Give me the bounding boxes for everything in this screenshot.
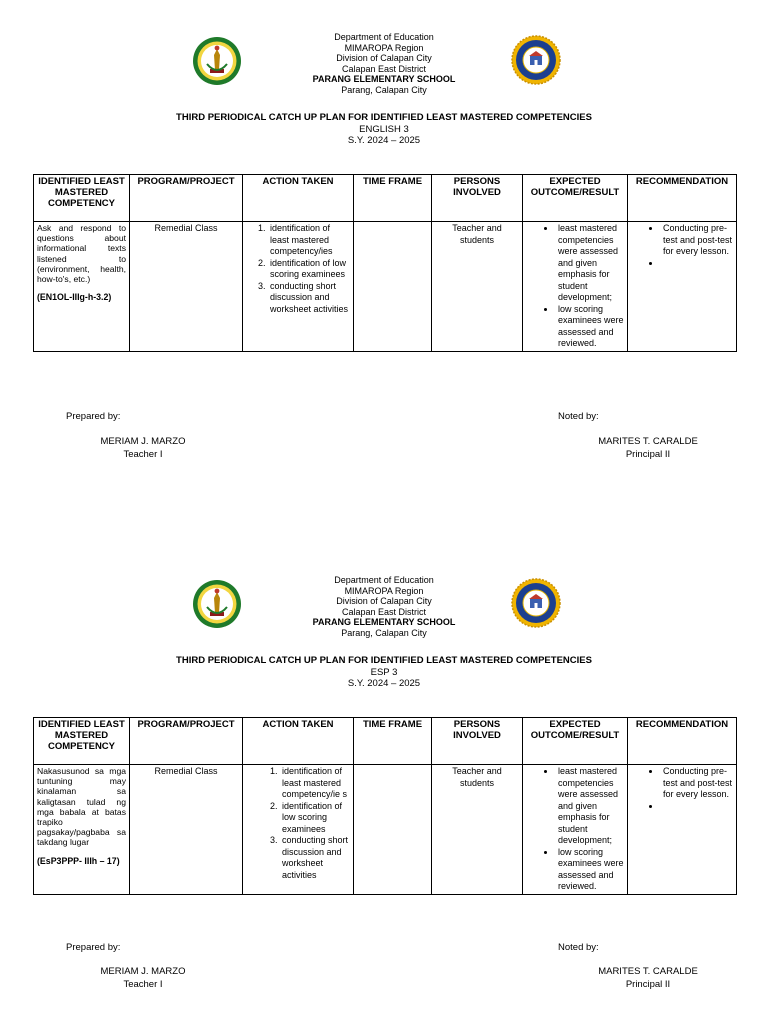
column-header: RECOMMENDATION [628, 718, 737, 765]
list-item: • low scoring examinees were assessed and reviewed. [556, 847, 624, 893]
school-seal-icon [511, 35, 561, 85]
list-item: 2. identification of low scoring examinees [268, 258, 350, 281]
list-item: 1. identification of least mastered competency/ie s [280, 766, 350, 801]
recommendation-list [631, 766, 733, 812]
column-header: TIME FRAME [354, 175, 432, 222]
recommendation-list [631, 223, 733, 269]
plan-section-esp [0, 575, 768, 1015]
prepared-by-label: Prepared by: [66, 411, 121, 422]
prepared-by-block [66, 942, 120, 955]
prepared-by-label: Prepared by: [66, 942, 121, 953]
noted-by-signatory [582, 436, 714, 461]
prepared-by-name: MERIAM J. MARZO [100, 436, 186, 447]
plan-school-year: S.Y. 2024 – 2025 [347, 678, 421, 690]
noted-by-label: Noted by: [558, 942, 599, 953]
list-item: • low scoring examinees were assessed and reviewed. [556, 304, 624, 350]
document-titles [0, 112, 768, 147]
program-cell: Remedial Class [130, 765, 243, 895]
action-cell [243, 222, 354, 352]
letterhead-line: Division of Calapan City [336, 53, 432, 64]
letterhead-line: Division of Calapan City [336, 596, 432, 607]
school-name: PARANG ELEMENTARY SCHOOL [312, 74, 456, 85]
plan-school-year: S.Y. 2024 – 2025 [347, 135, 421, 147]
letterhead-line: Calapan East District [341, 63, 427, 74]
list-item: • Conducting pre-test and post-test for every lesson. [661, 766, 733, 801]
noted-by-block [558, 411, 599, 424]
letterhead-line: Department of Education [334, 575, 434, 585]
column-header: IDENTIFIED LEAST MASTERED COMPETENCY [34, 718, 130, 765]
competency-text: Ask and respond to questions about informational texts listened to (environment, health, how-to's, etc.) [37, 223, 126, 285]
letterhead-line: MIMAROPA Region [344, 42, 424, 53]
noted-by-role: Principal II [625, 978, 671, 990]
letterhead-text [234, 575, 534, 639]
persons-cell: Teacher and students [432, 765, 523, 895]
outcome-list [526, 223, 624, 350]
noted-by-block [558, 942, 599, 955]
column-header: RECOMMENDATION [628, 175, 737, 222]
noted-by-name: MARITES T. CARALDE [598, 436, 698, 447]
list-item: • Conducting pre-test and post-test for every lesson. [661, 223, 733, 258]
column-header: PROGRAM/PROJECT [130, 175, 243, 222]
action-list [246, 766, 350, 881]
noted-by-name: MARITES T. CARALDE [598, 966, 698, 977]
column-header: ACTION TAKEN [243, 718, 354, 765]
letterhead-text [234, 32, 534, 96]
column-header: PROGRAM/PROJECT [130, 718, 243, 765]
school-address: Parang, Calapan City [341, 627, 427, 638]
list-item: 1. identification of least mastered competency/ies [268, 223, 350, 258]
noted-by-signatory [582, 966, 714, 991]
list-item [661, 801, 733, 813]
column-header: EXPECTED OUTCOME/RESULT [523, 175, 628, 222]
plan-section-english [0, 32, 768, 472]
column-header: IDENTIFIED LEAST MASTERED COMPETENCY [34, 175, 130, 222]
plan-subject: ESP 3 [370, 666, 398, 678]
plan-subject: ENGLISH 3 [359, 123, 409, 135]
plan-title: THIRD PERIODICAL CATCH UP PLAN FOR IDENTIFIED LEAST MASTERED COMPETENCIES [176, 112, 592, 123]
prepared-by-signatory [86, 436, 200, 461]
prepared-by-role: Teacher I [123, 978, 163, 990]
table-row [34, 765, 737, 895]
list-item: • least mastered competencies were assessed and given emphasis for student development; [556, 766, 624, 847]
column-header: PERSONS INVOLVED [432, 718, 523, 765]
table-row [34, 222, 737, 352]
competency-code: (EN1OL-IIIg-h-3.2) [37, 292, 112, 303]
list-item [661, 258, 733, 270]
list-item: 3. conducting short discussion and worksheet activities [268, 281, 350, 316]
competency-cell [34, 765, 130, 895]
program-cell: Remedial Class [130, 222, 243, 352]
letterhead [0, 575, 768, 645]
table-header-row [34, 718, 737, 765]
prepared-by-name: MERIAM J. MARZO [100, 966, 186, 977]
action-cell [243, 765, 354, 895]
school-address: Parang, Calapan City [341, 84, 427, 95]
prepared-by-signatory [86, 966, 200, 991]
list-item: 2. identification of low scoring examinees [280, 801, 350, 836]
list-item: • least mastered competencies were assessed and given emphasis for student development; [556, 223, 624, 304]
noted-by-role: Principal II [625, 448, 671, 460]
document-titles [0, 655, 768, 690]
school-name: PARANG ELEMENTARY SCHOOL [312, 617, 456, 628]
prepared-by-block [66, 411, 120, 424]
column-header: EXPECTED OUTCOME/RESULT [523, 718, 628, 765]
recommendation-cell [628, 765, 737, 895]
school-seal-icon [511, 578, 561, 628]
letterhead-line: Department of Education [334, 32, 434, 42]
competency-text: Nakasusunod sa mga tuntuning may kinalaman sa kaligtasan tulad ng mga babala at batas trapiko pagsakay/pagbaba sa takdang lugar [37, 766, 126, 848]
column-header: TIME FRAME [354, 718, 432, 765]
plan-title: THIRD PERIODICAL CATCH UP PLAN FOR IDENTIFIED LEAST MASTERED COMPETENCIES [176, 655, 592, 666]
catch-up-plan-table [33, 174, 737, 352]
competency-code: (EsP3PPP- IIIh – 17) [37, 855, 120, 866]
noted-by-label: Noted by: [558, 411, 599, 422]
action-list [246, 223, 350, 315]
prepared-by-role: Teacher I [123, 448, 163, 460]
column-header: PERSONS INVOLVED [432, 175, 523, 222]
catch-up-plan-table [33, 717, 737, 895]
outcome-cell [523, 765, 628, 895]
list-item: 3. conducting short discussion and worksheet activities [280, 835, 350, 881]
letterhead-line: Calapan East District [341, 606, 427, 617]
competency-cell [34, 222, 130, 352]
time-frame-cell [354, 222, 432, 352]
outcome-list [526, 766, 624, 893]
table-header-row [34, 175, 737, 222]
letterhead-line: MIMAROPA Region [344, 585, 424, 596]
letterhead [0, 32, 768, 102]
persons-cell: Teacher and students [432, 222, 523, 352]
time-frame-cell [354, 765, 432, 895]
recommendation-cell [628, 222, 737, 352]
outcome-cell [523, 222, 628, 352]
column-header: ACTION TAKEN [243, 175, 354, 222]
